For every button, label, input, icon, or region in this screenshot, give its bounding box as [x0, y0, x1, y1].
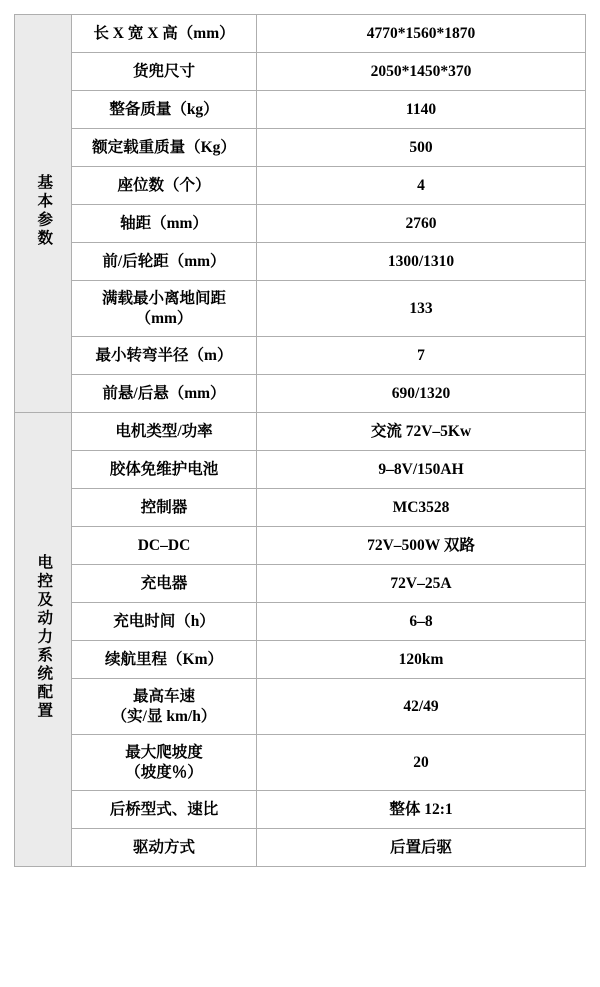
row-value: 交流 72V–5Kw [257, 413, 586, 451]
row-label: 后桥型式、速比 [72, 791, 257, 829]
row-label: DC–DC [72, 527, 257, 565]
row-value: 7 [257, 337, 586, 375]
row-label: 充电器 [72, 565, 257, 603]
row-label: 前/后轮距（mm） [72, 243, 257, 281]
row-value: 690/1320 [257, 375, 586, 413]
row-label: 轴距（mm） [72, 205, 257, 243]
row-value: 500 [257, 129, 586, 167]
table-row [15, 791, 586, 829]
row-label-line1: 满载最小离地间距 [101, 290, 226, 308]
row-label: 驱动方式 [72, 829, 257, 867]
row-label: 胶体免维护电池 [72, 451, 257, 489]
table-row [15, 53, 586, 91]
table-row [15, 15, 586, 53]
row-value: 6–8 [257, 603, 586, 641]
table-row [15, 451, 586, 489]
row-value: 2760 [257, 205, 586, 243]
row-value: 4770*1560*1870 [257, 15, 586, 53]
row-value: 42/49 [257, 679, 586, 735]
table-row [15, 603, 586, 641]
row-value: 4 [257, 167, 586, 205]
row-label-line2: （mm） [135, 309, 193, 327]
row-label: 充电时间（h） [72, 603, 257, 641]
row-label-line1: 最高车速 [132, 688, 195, 706]
row-value: 9–8V/150AH [257, 451, 586, 489]
row-value: 72V–500W 双路 [257, 527, 586, 565]
row-label: 整备质量（kg） [72, 91, 257, 129]
row-label-line1: 最大爬坡度 [125, 744, 203, 762]
row-label: 控制器 [72, 489, 257, 527]
specification-table [14, 14, 586, 867]
table-row [15, 829, 586, 867]
table-row [15, 489, 586, 527]
row-value: 1140 [257, 91, 586, 129]
row-label [72, 679, 257, 735]
table-row [15, 527, 586, 565]
row-label-line2: （坡度％） [125, 763, 203, 781]
group-label-text: 基本参数 [35, 173, 53, 248]
table-row [15, 91, 586, 129]
row-value: 120km [257, 641, 586, 679]
table-row [15, 281, 586, 337]
row-label-line2: （实/显 km/h） [111, 707, 217, 725]
row-label: 前悬/后悬（mm） [72, 375, 257, 413]
table-row [15, 243, 586, 281]
row-label [72, 281, 257, 337]
group-label-text: 电控及动力系统配置 [35, 553, 53, 721]
row-value: MC3528 [257, 489, 586, 527]
row-value: 133 [257, 281, 586, 337]
row-value: 后置后驱 [257, 829, 586, 867]
row-value: 2050*1450*370 [257, 53, 586, 91]
table-row [15, 735, 586, 791]
row-value: 整体 12:1 [257, 791, 586, 829]
row-label: 续航里程（Km） [72, 641, 257, 679]
group-label-basic-parameters [15, 15, 72, 413]
table-row [15, 337, 586, 375]
row-label: 货兜尺寸 [72, 53, 257, 91]
row-label: 最小转弯半径（m） [72, 337, 257, 375]
row-label: 额定载重质量（Kg） [72, 129, 257, 167]
table-row [15, 679, 586, 735]
table-row [15, 565, 586, 603]
row-label: 电机类型/功率 [72, 413, 257, 451]
table-row [15, 413, 586, 451]
table-row [15, 129, 586, 167]
table-row [15, 205, 586, 243]
table-body [15, 15, 586, 867]
row-value: 72V–25A [257, 565, 586, 603]
row-label: 座位数（个） [72, 167, 257, 205]
row-value: 1300/1310 [257, 243, 586, 281]
row-value: 20 [257, 735, 586, 791]
table-row [15, 641, 586, 679]
table-row [15, 375, 586, 413]
row-label: 长 X 宽 X 高（mm） [72, 15, 257, 53]
row-label [72, 735, 257, 791]
group-label-electric-drive-system [15, 413, 72, 867]
table-row [15, 167, 586, 205]
